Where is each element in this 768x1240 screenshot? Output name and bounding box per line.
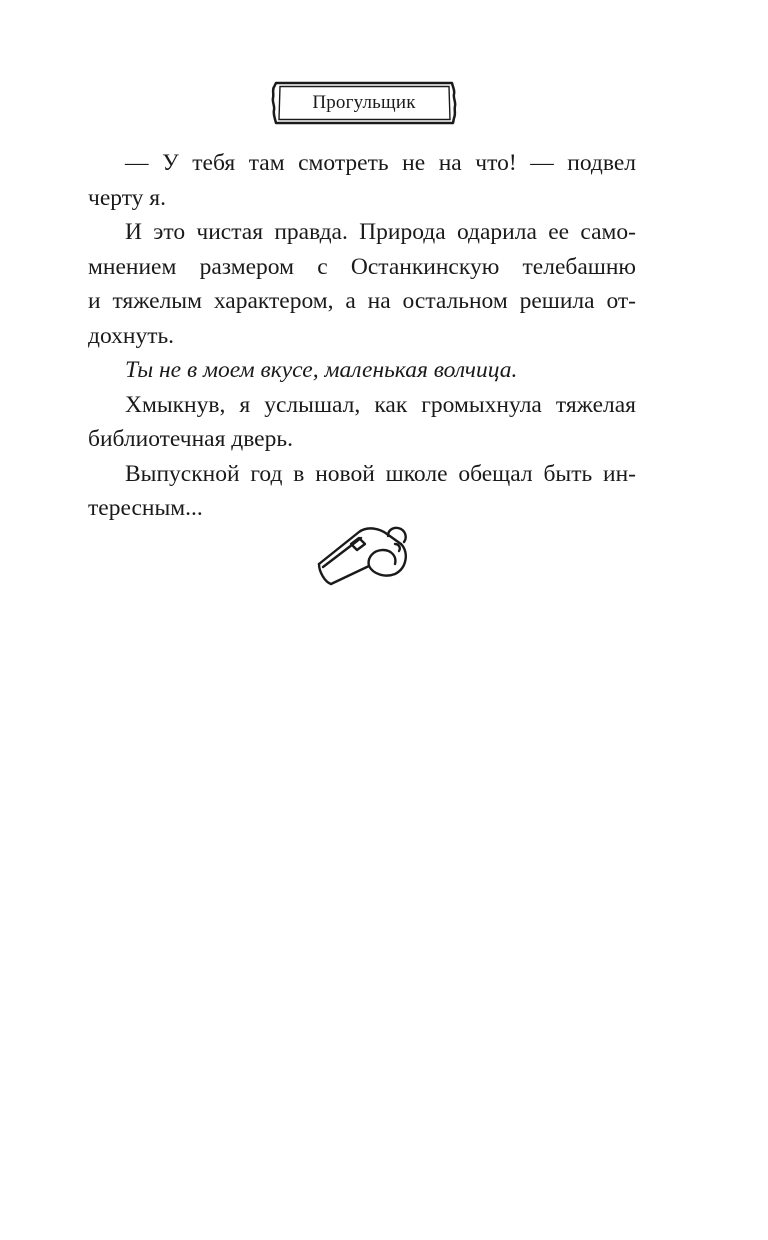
page-title: Прогульщик: [312, 92, 416, 113]
paragraph: [88, 457, 636, 526]
paragraph: [88, 146, 636, 215]
whistle-icon: [315, 520, 411, 592]
paragraph: [88, 388, 636, 457]
text-line: Ты не в моем вкусе, маленькая волчица.: [125, 357, 518, 383]
paragraph: [88, 353, 636, 388]
body-text: [88, 146, 636, 526]
text-line: дохнуть.: [88, 322, 175, 349]
text-line: библиотечная дверь.: [88, 426, 293, 452]
running-header: [270, 80, 458, 126]
text-line: Выпускной год в новой школе обещал быть ин-: [125, 460, 636, 487]
text-line: — У тебя там смотреть не на что! — подвел: [125, 150, 636, 176]
text-line: Хмыкнув, я услышал, как громыхнула тяжелая: [125, 391, 636, 418]
text-line: черту я.: [88, 184, 166, 211]
text-line: мнением размером с Останкинскую телебашню: [88, 253, 636, 280]
paragraph: [88, 215, 636, 353]
text-line: И это чистая правда. Природа одарила ее само-: [125, 219, 636, 245]
text-line: тересным...: [88, 495, 203, 521]
text-line: и тяжелым характером, а на остальном решила от-: [88, 288, 636, 314]
